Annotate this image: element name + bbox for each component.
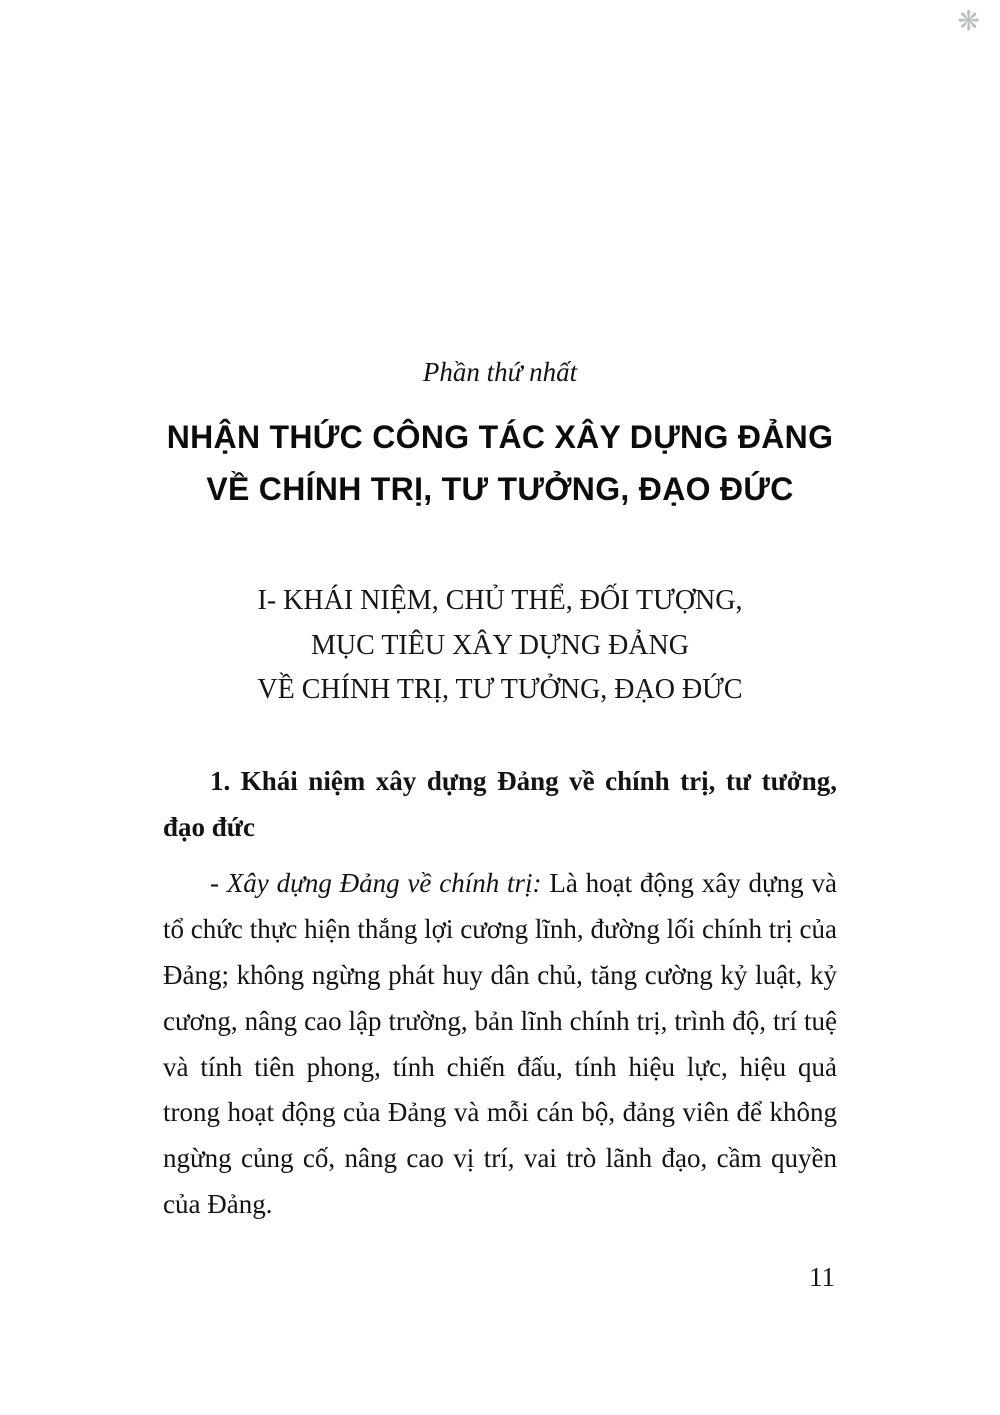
chapter-title-line-1: NHẬN THỨC CÔNG TÁC XÂY DỰNG ĐẢNG [166, 419, 834, 456]
part-label: Phần thứ nhất [422, 357, 578, 387]
paragraph-lead-italic: - Xây dựng Đảng về chính trị: [210, 867, 542, 898]
page-content [163, 0, 837, 1293]
body-paragraph [163, 861, 837, 1228]
flower-icon: ❋ [957, 6, 980, 36]
subsection-heading: 1. Khái niệm xây dựng Đảng về chính trị, tư tưởng, đạo đức [163, 766, 837, 843]
section-heading-line-2: MỤC TIÊU XÂY DỰNG ĐẢNG [311, 629, 689, 661]
section-heading [163, 579, 837, 713]
section-heading-line-3: VỀ CHÍNH TRỊ, TƯ TƯỞNG, ĐẠO ĐỨC [257, 674, 743, 706]
section-heading-line-1: I- KHÁI NIỆM, CHỦ THỂ, ĐỐI TƯỢNG, [257, 584, 743, 616]
paragraph-body-text: Là hoạt động xây dựng và tổ chức thực hiện thắng lợi cương lĩnh, đường lối chính trị của Đảng; không ngừng phát huy dân chủ, tăng cường kỷ luật, kỷ cương, nâng cao lập trường, bản lĩnh chính trị, trình độ, trí tuệ và tính tiên phong, tính chiến đấu, tính hiệu lực, hiệu quả trong hoạt động của Đảng và mỗi cán bộ, đảng viên để không ngừng củng cố, nâng cao vị trí, vai trò lãnh đạo, cầm quyền của Đảng. [163, 867, 837, 1220]
chapter-title [163, 412, 837, 514]
chapter-title-line-2: VỀ CHÍNH TRỊ, TƯ TƯỞNG, ĐẠO ĐỨC [206, 470, 794, 507]
page-number: 11 [809, 1262, 835, 1293]
